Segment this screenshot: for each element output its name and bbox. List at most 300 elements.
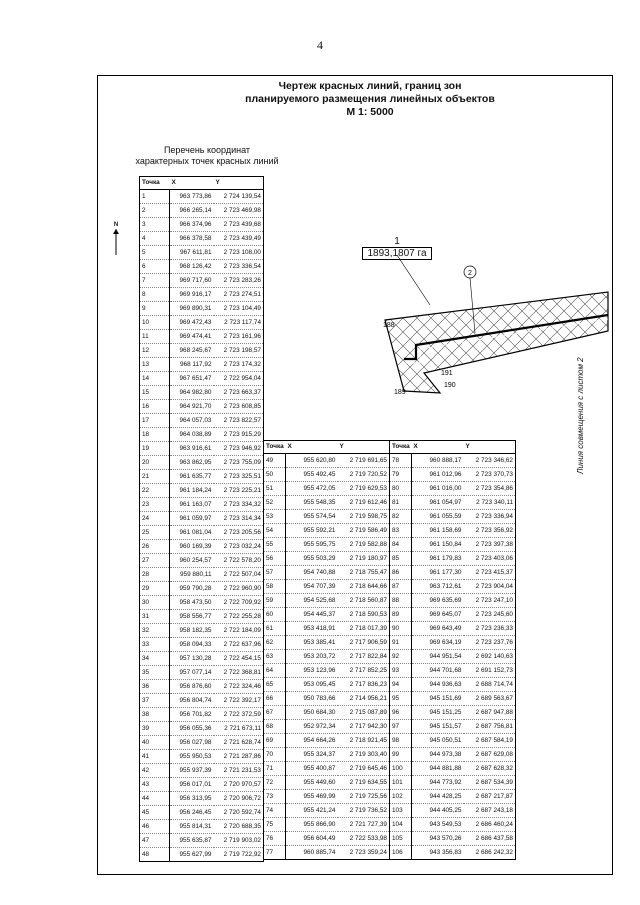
point-number: 85 bbox=[390, 552, 412, 566]
coord-x: 969 635,69 bbox=[412, 594, 464, 608]
parcel-number: 1 bbox=[362, 236, 432, 248]
table-row bbox=[390, 762, 516, 776]
coord-y: 2 723 108,00 bbox=[214, 246, 264, 260]
point-number: 95 bbox=[390, 692, 412, 706]
point-number: 5 bbox=[140, 246, 170, 260]
coord-y: 2 722 454,15 bbox=[214, 652, 264, 666]
coord-x: 961 081,04 bbox=[170, 526, 214, 540]
coord-x: 955 421,24 bbox=[286, 804, 338, 818]
coord-y: 2 722 372,59 bbox=[214, 708, 264, 722]
point-number: 53 bbox=[264, 510, 286, 524]
callout-number: 2 bbox=[468, 270, 472, 277]
point-number: 16 bbox=[140, 400, 170, 414]
coord-y: 2 723 274,51 bbox=[214, 288, 264, 302]
coord-x: 955 574,54 bbox=[286, 510, 338, 524]
table-row bbox=[264, 580, 390, 594]
coord-y: 2 723 356,92 bbox=[464, 524, 516, 538]
point-number: 70 bbox=[264, 748, 286, 762]
table-row bbox=[264, 566, 390, 580]
coord-y: 2 723 663,37 bbox=[214, 386, 264, 400]
coord-x: 967 651,47 bbox=[170, 372, 214, 386]
table-row bbox=[390, 832, 516, 846]
coord-x: 945 151,57 bbox=[412, 720, 464, 734]
point-number: 68 bbox=[264, 720, 286, 734]
point-number: 18 bbox=[140, 428, 170, 442]
coord-y: 2 722 960,90 bbox=[214, 582, 264, 596]
point-191: 191 bbox=[441, 370, 453, 377]
coord-x: 955 937,39 bbox=[170, 764, 214, 778]
point-number: 7 bbox=[140, 274, 170, 288]
coord-y: 2 720 906,72 bbox=[214, 792, 264, 806]
point-number: 89 bbox=[390, 608, 412, 622]
point-number: 57 bbox=[264, 566, 286, 580]
point-number: 10 bbox=[140, 316, 170, 330]
table-row bbox=[140, 680, 264, 694]
table-row bbox=[140, 414, 264, 428]
point-number: 4 bbox=[140, 232, 170, 246]
coord-x: 969 472,43 bbox=[170, 316, 214, 330]
coord-x: 961 177,30 bbox=[412, 566, 464, 580]
coord-y: 2 719 722,92 bbox=[214, 848, 264, 862]
coord-y: 2 687 628,32 bbox=[464, 762, 516, 776]
coord-x: 964 982,80 bbox=[170, 386, 214, 400]
point-number: 26 bbox=[140, 540, 170, 554]
table-row bbox=[140, 652, 264, 666]
table-row bbox=[140, 218, 264, 232]
coord-x: 969 474,41 bbox=[170, 330, 214, 344]
table-row bbox=[390, 776, 516, 790]
table-row bbox=[264, 664, 390, 678]
table-row bbox=[264, 832, 390, 846]
coord-y: 2 723 247,10 bbox=[464, 594, 516, 608]
coord-y: 2 687 629,08 bbox=[464, 748, 516, 762]
table-row bbox=[140, 638, 264, 652]
coord-y: 2 723 117,74 bbox=[214, 316, 264, 330]
coord-x: 944 973,38 bbox=[412, 748, 464, 762]
point-number: 72 bbox=[264, 776, 286, 790]
coord-x: 955 635,87 bbox=[170, 834, 214, 848]
coord-y: 2 723 237,76 bbox=[464, 636, 516, 650]
point-number: 92 bbox=[390, 650, 412, 664]
table-row bbox=[264, 468, 390, 482]
coord-x: 963 916,61 bbox=[170, 442, 214, 456]
table-row bbox=[140, 470, 264, 484]
coord-y: 2 719 691,65 bbox=[338, 454, 390, 468]
coord-y: 2 718 644,66 bbox=[338, 580, 390, 594]
coord-y: 2 723 032,24 bbox=[214, 540, 264, 554]
coord-y: 2 723 198,57 bbox=[214, 344, 264, 358]
coord-x: 953 123,96 bbox=[286, 664, 338, 678]
coord-x: 955 548,35 bbox=[286, 496, 338, 510]
point-number: 1 bbox=[140, 190, 170, 204]
table-row bbox=[140, 568, 264, 582]
coord-x: 955 492,45 bbox=[286, 468, 338, 482]
coord-y: 2 687 756,81 bbox=[464, 720, 516, 734]
point-number: 63 bbox=[264, 650, 286, 664]
table-row bbox=[390, 538, 516, 552]
point-number: 27 bbox=[140, 554, 170, 568]
coord-x: 956 604,49 bbox=[286, 832, 338, 846]
coord-y: 2 689 563,67 bbox=[464, 692, 516, 706]
point-number: 77 bbox=[264, 846, 286, 860]
coord-x: 953 095,45 bbox=[286, 678, 338, 692]
caption-line-2: характерных точек красных линий bbox=[135, 156, 279, 166]
coord-y: 2 723 904,04 bbox=[464, 580, 516, 594]
coord-y: 2 723 336,54 bbox=[214, 260, 264, 274]
table-row bbox=[140, 442, 264, 456]
table-row bbox=[390, 790, 516, 804]
table-row bbox=[140, 204, 264, 218]
table-row bbox=[140, 512, 264, 526]
coord-y: 2 723 245,60 bbox=[464, 608, 516, 622]
coord-y: 2 691 152,73 bbox=[464, 664, 516, 678]
point-number: 59 bbox=[264, 594, 286, 608]
coord-y: 2 686 242,32 bbox=[464, 846, 516, 860]
table-row bbox=[390, 552, 516, 566]
coord-y: 2 687 534,39 bbox=[464, 776, 516, 790]
point-number: 41 bbox=[140, 750, 170, 764]
point-number: 12 bbox=[140, 344, 170, 358]
coord-y: 2 722 709,92 bbox=[214, 596, 264, 610]
coord-x: 955 400,87 bbox=[286, 762, 338, 776]
point-number: 86 bbox=[390, 566, 412, 580]
coord-y: 2 723 336,94 bbox=[464, 510, 516, 524]
coord-x: 964 921,70 bbox=[170, 400, 214, 414]
table-row bbox=[390, 482, 516, 496]
point-number: 19 bbox=[140, 442, 170, 456]
point-number: 3 bbox=[140, 218, 170, 232]
coord-x: 945 151,25 bbox=[412, 706, 464, 720]
col-header-point: Точка bbox=[264, 441, 286, 454]
coord-x: 964 057,03 bbox=[170, 414, 214, 428]
point-number: 103 bbox=[390, 804, 412, 818]
coord-y: 2 718 017,39 bbox=[338, 622, 390, 636]
point-number: 24 bbox=[140, 512, 170, 526]
coord-x: 955 592,21 bbox=[286, 524, 338, 538]
coord-x: 959 880,11 bbox=[170, 568, 214, 582]
coord-y: 2 719 180,97 bbox=[338, 552, 390, 566]
point-number: 96 bbox=[390, 706, 412, 720]
point-number: 11 bbox=[140, 330, 170, 344]
point-number: 88 bbox=[390, 594, 412, 608]
table-row bbox=[140, 358, 264, 372]
table-row bbox=[264, 734, 390, 748]
point-number: 39 bbox=[140, 722, 170, 736]
table-row bbox=[264, 538, 390, 552]
coord-y: 2 721 287,86 bbox=[214, 750, 264, 764]
coord-y: 2 723 340,11 bbox=[464, 496, 516, 510]
coord-y: 2 723 439,68 bbox=[214, 218, 264, 232]
point-number: 76 bbox=[264, 832, 286, 846]
point-number: 106 bbox=[390, 846, 412, 860]
col-header-point: Точка bbox=[140, 177, 170, 190]
table-row bbox=[264, 846, 390, 860]
coord-x: 969 645,07 bbox=[412, 608, 464, 622]
table-row bbox=[390, 454, 516, 468]
coord-x: 943 549,53 bbox=[412, 818, 464, 832]
point-number: 44 bbox=[140, 792, 170, 806]
coord-x: 944 951,54 bbox=[412, 650, 464, 664]
coord-x: 953 203,72 bbox=[286, 650, 338, 664]
table-row bbox=[390, 496, 516, 510]
coord-y: 2 717 822,84 bbox=[338, 650, 390, 664]
point-number: 69 bbox=[264, 734, 286, 748]
point-number: 75 bbox=[264, 818, 286, 832]
table-row bbox=[140, 484, 264, 498]
coord-y: 2 723 161,96 bbox=[214, 330, 264, 344]
coord-x: 960 885,74 bbox=[286, 846, 338, 860]
table-row bbox=[390, 664, 516, 678]
point-number: 9 bbox=[140, 302, 170, 316]
coord-table-1 bbox=[139, 176, 264, 862]
point-number: 65 bbox=[264, 678, 286, 692]
coord-x: 950 783,66 bbox=[286, 692, 338, 706]
table-row bbox=[140, 778, 264, 792]
coord-x: 955 866,90 bbox=[286, 818, 338, 832]
table-row bbox=[140, 428, 264, 442]
table-row bbox=[140, 456, 264, 470]
point-number: 21 bbox=[140, 470, 170, 484]
coord-x: 955 627,99 bbox=[170, 848, 214, 862]
coord-y: 2 723 104,49 bbox=[214, 302, 264, 316]
coord-x: 968 126,42 bbox=[170, 260, 214, 274]
coord-y: 2 723 608,85 bbox=[214, 400, 264, 414]
coord-x: 957 077,14 bbox=[170, 666, 214, 680]
coord-y: 2 723 205,56 bbox=[214, 526, 264, 540]
point-number: 73 bbox=[264, 790, 286, 804]
point-number: 82 bbox=[390, 510, 412, 524]
coord-y: 2 718 560,87 bbox=[338, 594, 390, 608]
point-number: 34 bbox=[140, 652, 170, 666]
coord-y: 2 687 584,19 bbox=[464, 734, 516, 748]
point-number: 20 bbox=[140, 456, 170, 470]
coord-x: 963 773,86 bbox=[170, 190, 214, 204]
table-row bbox=[390, 734, 516, 748]
coord-x: 944 773,92 bbox=[412, 776, 464, 790]
table-row bbox=[140, 316, 264, 330]
coord-x: 944 936,63 bbox=[412, 678, 464, 692]
coord-x: 955 449,60 bbox=[286, 776, 338, 790]
coord-x: 968 117,92 bbox=[170, 358, 214, 372]
coord-x: 955 814,31 bbox=[170, 820, 214, 834]
caption-line-1: Перечень координат bbox=[163, 145, 251, 155]
table-row bbox=[264, 762, 390, 776]
coord-y: 2 723 359,24 bbox=[338, 846, 390, 860]
coord-x: 955 472,05 bbox=[286, 482, 338, 496]
table-row bbox=[140, 736, 264, 750]
coord-x: 944 405,25 bbox=[412, 804, 464, 818]
table-row bbox=[140, 750, 264, 764]
coord-y: 2 719 612,46 bbox=[338, 496, 390, 510]
title-scale: М 1: 5000 bbox=[346, 106, 394, 118]
table-row bbox=[264, 552, 390, 566]
coord-y: 2 720 970,57 bbox=[214, 778, 264, 792]
point-number: 74 bbox=[264, 804, 286, 818]
coord-y: 2 723 415,37 bbox=[464, 566, 516, 580]
point-number: 101 bbox=[390, 776, 412, 790]
coord-y: 2 723 439,49 bbox=[214, 232, 264, 246]
coord-y: 2 719 634,55 bbox=[338, 776, 390, 790]
coord-x: 961 158,69 bbox=[412, 524, 464, 538]
point-number: 105 bbox=[390, 832, 412, 846]
table-row bbox=[140, 596, 264, 610]
coord-x: 944 881,88 bbox=[412, 762, 464, 776]
coord-x: 969 916,17 bbox=[170, 288, 214, 302]
coord-x: 956 313,95 bbox=[170, 792, 214, 806]
point-number: 66 bbox=[264, 692, 286, 706]
table-row bbox=[390, 580, 516, 594]
coord-y: 2 722 578,20 bbox=[214, 554, 264, 568]
coord-x: 958 094,33 bbox=[170, 638, 214, 652]
point-number: 104 bbox=[390, 818, 412, 832]
coord-y: 2 722 637,96 bbox=[214, 638, 264, 652]
table-row bbox=[390, 594, 516, 608]
point-number: 55 bbox=[264, 538, 286, 552]
table-row bbox=[140, 498, 264, 512]
table-row bbox=[264, 622, 390, 636]
coord-x: 955 620,80 bbox=[286, 454, 338, 468]
point-number: 22 bbox=[140, 484, 170, 498]
table-row bbox=[264, 692, 390, 706]
point-number: 97 bbox=[390, 720, 412, 734]
coord-x: 961 016,00 bbox=[412, 482, 464, 496]
coord-y: 2 718 921,45 bbox=[338, 734, 390, 748]
table-row bbox=[264, 608, 390, 622]
coord-x: 969 890,31 bbox=[170, 302, 214, 316]
point-number: 56 bbox=[264, 552, 286, 566]
point-190: 190 bbox=[444, 382, 456, 389]
table-row bbox=[390, 678, 516, 692]
coord-x: 966 265,14 bbox=[170, 204, 214, 218]
coord-x: 963 712,61 bbox=[412, 580, 464, 594]
north-arrow-icon bbox=[113, 222, 119, 258]
coord-x: 952 972,34 bbox=[286, 720, 338, 734]
coord-x: 961 059,97 bbox=[170, 512, 214, 526]
coord-y: 2 714 956,21 bbox=[338, 692, 390, 706]
coord-y: 2 715 087,89 bbox=[338, 706, 390, 720]
point-number: 38 bbox=[140, 708, 170, 722]
coord-y: 2 724 139,54 bbox=[214, 190, 264, 204]
coord-y: 2 721 727,39 bbox=[338, 818, 390, 832]
point-number: 13 bbox=[140, 358, 170, 372]
point-number: 30 bbox=[140, 596, 170, 610]
table-row bbox=[264, 706, 390, 720]
coord-y: 2 723 469,98 bbox=[214, 204, 264, 218]
col-header-point: Точка bbox=[390, 441, 412, 454]
col-header-y: Y bbox=[338, 441, 390, 454]
point-number: 99 bbox=[390, 748, 412, 762]
coord-y: 2 687 947,88 bbox=[464, 706, 516, 720]
coord-x: 961 179,83 bbox=[412, 552, 464, 566]
coord-x: 954 445,37 bbox=[286, 608, 338, 622]
coord-x: 953 385,41 bbox=[286, 636, 338, 650]
table-row bbox=[140, 274, 264, 288]
point-number: 83 bbox=[390, 524, 412, 538]
coord-x: 960 254,57 bbox=[170, 554, 214, 568]
point-number: 102 bbox=[390, 790, 412, 804]
point-number: 49 bbox=[264, 454, 286, 468]
coord-y: 2 723 325,51 bbox=[214, 470, 264, 484]
coord-x: 955 595,75 bbox=[286, 538, 338, 552]
coord-y: 2 719 725,56 bbox=[338, 790, 390, 804]
point-number: 51 bbox=[264, 482, 286, 496]
table-row bbox=[140, 344, 264, 358]
table-row bbox=[140, 288, 264, 302]
table-row bbox=[390, 524, 516, 538]
coord-table-2 bbox=[263, 440, 390, 860]
table-row bbox=[264, 720, 390, 734]
point-number: 40 bbox=[140, 736, 170, 750]
point-number: 78 bbox=[390, 454, 412, 468]
point-number: 71 bbox=[264, 762, 286, 776]
coord-x: 958 473,50 bbox=[170, 596, 214, 610]
coord-y: 2 686 437,58 bbox=[464, 832, 516, 846]
coord-x: 945 151,69 bbox=[412, 692, 464, 706]
table-row bbox=[140, 540, 264, 554]
table-row bbox=[390, 818, 516, 832]
table-row bbox=[264, 678, 390, 692]
coord-y: 2 723 397,38 bbox=[464, 538, 516, 552]
table-row bbox=[140, 400, 264, 414]
point-number: 62 bbox=[264, 636, 286, 650]
point-number: 98 bbox=[390, 734, 412, 748]
table-row bbox=[264, 818, 390, 832]
coord-x: 943 356,83 bbox=[412, 846, 464, 860]
coord-y: 2 722 324,46 bbox=[214, 680, 264, 694]
coord-y: 2 719 582,88 bbox=[338, 538, 390, 552]
table-row bbox=[140, 582, 264, 596]
coord-table-3 bbox=[389, 440, 516, 860]
table-row bbox=[140, 792, 264, 806]
coord-x: 964 038,89 bbox=[170, 428, 214, 442]
coord-x: 967 611,81 bbox=[170, 246, 214, 260]
table-row bbox=[390, 622, 516, 636]
parcel-area: 1893,1807 га bbox=[362, 248, 432, 260]
point-number: 14 bbox=[140, 372, 170, 386]
coord-x: 963 862,95 bbox=[170, 456, 214, 470]
point-number: 43 bbox=[140, 778, 170, 792]
coord-y: 2 723 346,62 bbox=[464, 454, 516, 468]
point-number: 48 bbox=[140, 848, 170, 862]
point-number: 100 bbox=[390, 762, 412, 776]
coord-y: 2 723 174,32 bbox=[214, 358, 264, 372]
table-row bbox=[264, 454, 390, 468]
table-row bbox=[140, 330, 264, 344]
table-row bbox=[390, 650, 516, 664]
col-header-x: X bbox=[412, 441, 464, 454]
table-row bbox=[140, 624, 264, 638]
coord-y: 2 719 598,75 bbox=[338, 510, 390, 524]
table-row bbox=[140, 666, 264, 680]
table-row bbox=[140, 372, 264, 386]
point-number: 81 bbox=[390, 496, 412, 510]
coord-x: 955 469,99 bbox=[286, 790, 338, 804]
title-line-2: планируемого размещения линейных объектов bbox=[245, 93, 495, 105]
table-row bbox=[140, 848, 264, 862]
coord-y: 2 723 283,26 bbox=[214, 274, 264, 288]
coord-x: 958 182,35 bbox=[170, 624, 214, 638]
coord-x: 960 888,17 bbox=[412, 454, 464, 468]
table-row bbox=[140, 834, 264, 848]
coord-y: 2 722 184,09 bbox=[214, 624, 264, 638]
coord-x: 956 246,45 bbox=[170, 806, 214, 820]
coord-y: 2 687 243,18 bbox=[464, 804, 516, 818]
coord-y: 2 722 533,98 bbox=[338, 832, 390, 846]
table-row bbox=[264, 496, 390, 510]
coord-y: 2 717 852,25 bbox=[338, 664, 390, 678]
table-row bbox=[264, 594, 390, 608]
coord-y: 2 719 903,02 bbox=[214, 834, 264, 848]
